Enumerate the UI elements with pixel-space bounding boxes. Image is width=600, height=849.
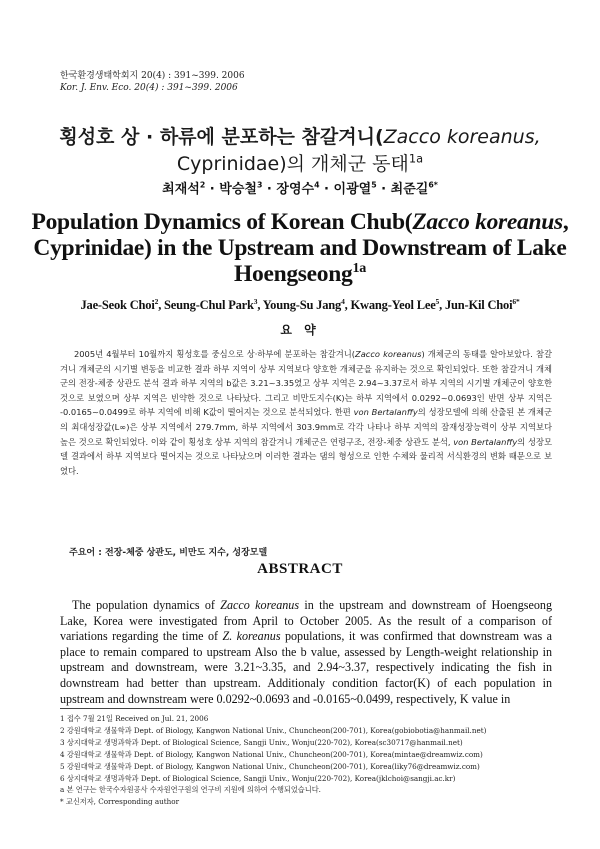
footnote: * 교신저자, Corresponding author	[60, 797, 180, 807]
footnote: 3 상지대학교 생명과학과 Dept. of Biological Science, Sangji Univ., Wonju(220-702), Korea(sc30717@hanmail.net)	[60, 737, 463, 747]
korean-author: 최재석	[162, 182, 200, 197]
footnote-divider	[60, 708, 200, 709]
english-title-line3: Hoengseong$^{1a}$	[234, 260, 366, 287]
korean-author: 이광열	[333, 182, 372, 197]
english-title	[0, 209, 600, 287]
korean-title-note: 1a	[408, 151, 424, 166]
korean-title-line2	[0, 151, 600, 178]
english-author: Kwang-Yeol Lee	[350, 298, 436, 312]
korean-title-family: Cyprinidae)의 개체군 동태	[176, 153, 409, 175]
english-author: Seung-Chul Park	[164, 298, 254, 312]
korean-title-line1	[0, 124, 600, 151]
korean-author: 최준길	[390, 182, 429, 197]
footnote: 1 접수 7월 21일 Received on Jul. 21, 2006	[60, 714, 209, 723]
english-author: Jae-Seok Choi	[80, 298, 155, 312]
english-title-note: 1a	[352, 260, 366, 277]
korean-authors: 최재석$^2$ · 박승철$^3$ · 장영수$^4$ · 이광열$^5$ · 최준길$^{6*}$	[162, 180, 438, 197]
english-author: Jun-Kil Choi	[444, 298, 513, 312]
korean-title-prefix: 횡성호 상 · 하류에 분포하는 참갈겨니(	[59, 126, 384, 148]
abstract-heading: ABSTRACT	[257, 561, 343, 577]
footnote: 6 상지대학교 생명과학과 Dept. of Biological Science, Sangji Univ., Wonju(220-702), Korea(jklchoi@sangji.ac.kr)	[60, 773, 456, 783]
korean-author: 장영수	[276, 182, 315, 197]
korean-abstract-paragraph: 2005년 4월부터 10월까지 횡성호를 중심으로 상·하부에 분포하는 참갈겨니(Zacco koreanus) 개체군의 동태를 알아보았다. 참갈겨니 개체군의 시기별 변동을 비교한 결과 하부 지역이 상부 지역보다 양호한 개체군을 유지하는 것으로 확인되었다. 또한 참갈겨니 개체군의 전장-체중 상관도 분석 결과 하부 지역의 b값은 3.21~3.35였고 상부 지역은 2.94~3.37로서 하부 지역의 시기별 개체군이 양호한 것으로 보였으며 상부 지역은 빈약한 것으로 나타났다. 그리고 비만도지수(K)는 하부 지역에서 0.0292~0.0693인 반면 상부 지역은 -0.0165~0.0499로 하부 지역에 비해 K값이 떨어지는 것으로 분석되었다. 한편 von Bertalanffy의 성장모델에 의해 산출된 본 개체군의 최대성장값(L∞)은 상부 지역에서 279.7mm, 하부 지역에서 303.9mm로 각각 나타나 하부 지역의 잠재성장능력이 상부 지역보다 높은 것으로 확인되었다. 이와 같이 횡성호 상부 지역의 참갈겨니 개체군은 연령구조, 전장-체중 상관도 분석, von Bertalanffy의 성장모델 결과에서 하부 지역보다 떨어지는 것으로 나타났으며 이러한 결과는 댐의 형성으로 인한 수체와 물리적 서식환경의 변화 때문으로 보였다.	[60, 349, 552, 476]
footnote: 4 강원대학교 생물학과 Dept. of Biology, Kangwon National Univ., Chuncheon(200-701), Korea(mintae@dreamwiz.com)	[60, 749, 483, 759]
english-authors: Jae-Seok Choi$^2$, Seung-Chul Park$^3$, Young-Su Jang$^4$, Kwang-Yeol Lee$^5$, Jun-Kil Choi$^{6*}$	[80, 296, 520, 312]
korean-title-species: Zacco koreanus,	[383, 126, 541, 148]
journal-citation-en: Kor. J. Env. Eco. 20(4) : 391~399. 2006	[60, 83, 238, 93]
english-title-line2: Cyprinidae) in the Upstream and Downstream of Lake	[33, 235, 567, 261]
english-abstract-paragraph: The population dynamics of Zacco koreanus in the upstream and downstream of Hoengseong Lake, Korea were investigated from April to October 2005. As the result of a comparison of variations regarding the time of Z. koreanus populations, it was confirmed that downstream was a place to remain compared to upstream Also the b value, assessed by Length-weight relationship in upstream and downstream, were 3.21~3.35, and 2.94~3.37, respectively indicating the fish in downstream had better than upstream. Additionaly condition factor(K) of each population in upstream and downstream were 0.0292~0.0693 and -0.0165~0.0499, respectively, K value in	[60, 598, 552, 706]
english-author: Young-Su Jang	[262, 298, 342, 312]
footnote: 5 강원대학교 생물학과 Dept. of Biology, Kangwon National Univ., Chuncheon(200-701), Korea(liky76@dreamwiz.com)	[60, 761, 480, 771]
journal-header	[60, 70, 245, 94]
english-title-species: Zacco koreanus	[412, 209, 563, 235]
footnotes	[60, 713, 560, 808]
english-title-line1: Population Dynamics of Korean Chub(Zacco koreanus,	[31, 209, 569, 235]
korean-keywords: 주요어 : 전장-체중 상관도, 비만도 지수, 성장모델	[69, 548, 268, 558]
journal-citation-ko: 한국환경생태학회지 20(4) : 391~399. 2006	[60, 71, 245, 81]
footnote: 2 강원대학교 생물학과 Dept. of Biology, Kangwon National Univ., Chuncheon(200-701), Korea(gobiobotia@hanmail.net)	[60, 725, 487, 735]
korean-abstract-heading: 요 약	[280, 323, 320, 337]
korean-title	[0, 124, 600, 178]
footnote: a 본 연구는 한국수자원공사 수자원연구원의 연구비 지원에 의하여 수행되었습니다.	[60, 785, 321, 795]
english-abstract	[60, 598, 552, 707]
korean-author: 박승철	[219, 182, 257, 197]
korean-abstract	[60, 347, 552, 478]
